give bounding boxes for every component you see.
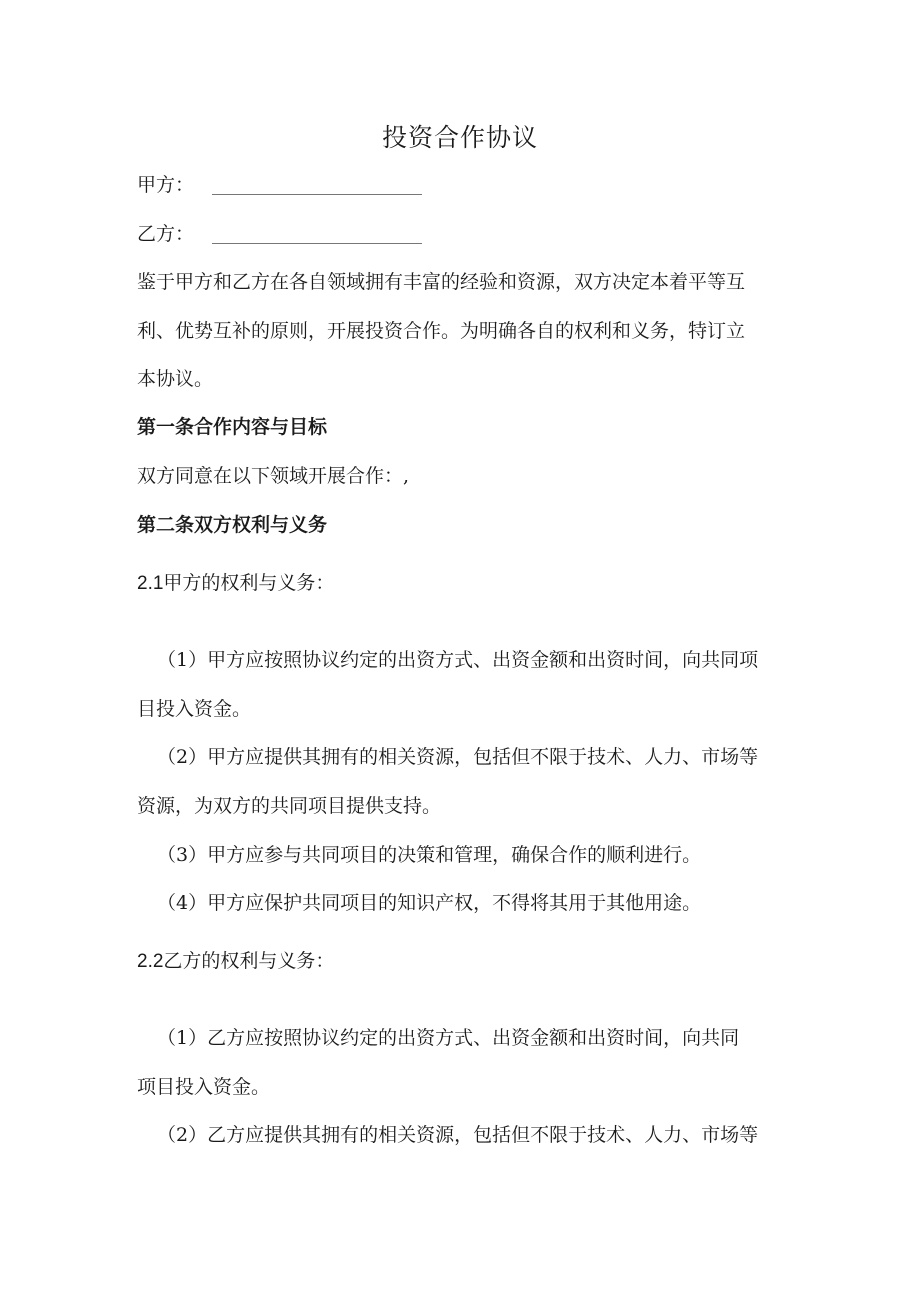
section-2-1-item-1-line-1: （1）甲方应按照协议约定的出资方式、出资金额和出资时间，向共同项 [157,649,759,671]
section-2-1-number: 2.1 [137,573,164,594]
article-1-heading: 第一条合作内容与目标 [137,416,328,438]
section-2-2-item-1-line-2: 项目投入资金。 [137,1076,271,1098]
section-2-2-item-2-line-1: （2）乙方应提供其拥有的相关资源，包括但不限于技术、人力、市场等 [157,1124,759,1146]
section-2-2-label: 乙方的权利与义务： [163,950,335,972]
party-a-label: 甲方： [137,174,195,196]
section-2-2-item-1-line-1: （1）乙方应按照协议约定的出资方式、出资金额和出资时间，向共同 [157,1027,740,1049]
section-2-2-number: 2.2 [137,951,164,972]
section-2-1-label: 甲方的权利与义务： [163,572,335,594]
preamble-line-2: 利、优势互补的原则，开展投资合作。为明确各自的权利和义务，特订立 [137,320,746,342]
preamble-line-1: 鉴于甲方和乙方在各自领域拥有丰富的经验和资源，双方决定本着平等互 [137,271,746,293]
preamble-line-3: 本协议。 [137,368,214,390]
section-2-1-heading [137,570,334,597]
party-b-blank-line [212,229,422,244]
section-2-1-item-4: （4）甲方应保护共同项目的知识产权，不得将其用于其他用途。 [157,892,702,914]
party-a-field [137,172,422,198]
section-2-2-heading [137,948,334,975]
section-2-1-item-2-line-1: （2）甲方应提供其拥有的相关资源，包括但不限于技术、人力、市场等 [157,746,759,768]
section-2-1-item-3: （3）甲方应参与共同项目的决策和管理，确保合作的顺利进行。 [157,844,702,866]
article-1-text: 双方同意在以下领域开展合作：, [137,465,410,487]
article-2-heading: 第二条双方权利与义务 [137,514,328,536]
party-b-field [137,221,422,247]
section-2-1-item-2-line-2: 资源，为双方的共同项目提供支持。 [137,795,442,817]
document-title: 投资合作协议 [381,123,538,152]
party-a-blank-line [212,180,422,195]
section-2-1-item-1-line-2: 目投入资金。 [137,698,252,720]
party-b-label: 乙方： [137,223,195,245]
